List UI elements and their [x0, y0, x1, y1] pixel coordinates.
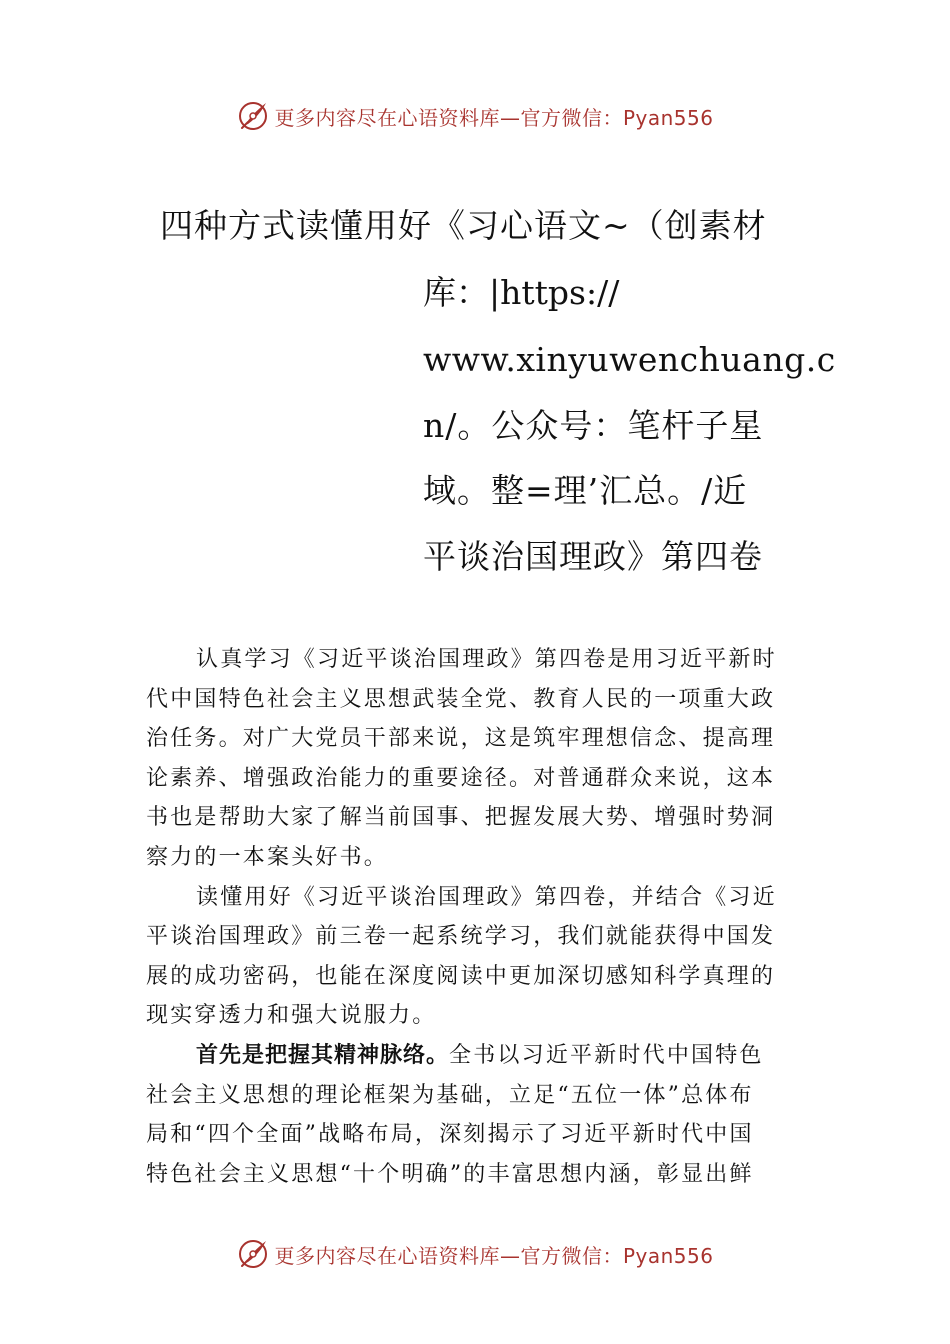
text-line: 局和“四个全面”战略布局，深刻揭示了习近平新时代中国 [146, 1122, 754, 1148]
title-line-2: 库：|https:// [423, 273, 620, 312]
quill-pen-logo-icon [236, 99, 270, 133]
text-line: 察力的一本案头好书。 [146, 844, 389, 870]
body-paragraph-1 [146, 640, 806, 878]
text-line: 特色社会主义思想“十个明确”的丰富思想内涵，彰显出鲜 [146, 1161, 754, 1187]
title-line-1: 四种方式读懂用好《习心语文~（创素材 [160, 206, 767, 245]
text-line: 论素养、增强政治能力的重要途径。对普通群众来说，这本 [146, 765, 776, 791]
text-line: 展的成功密码，也能在深度阅读中更加深切感知科学真理的 [146, 963, 776, 989]
text-line: 代中国特色社会主义思想武装全党、教育人民的一项重大政 [146, 686, 776, 712]
text-line: 社会主义思想的理论框架为基础，立足“五位一体”总体布 [146, 1082, 754, 1108]
text-line: 治任务。对广大党员干部来说，这是筑牢理想信念、提高理 [146, 726, 776, 752]
text-line: 读懂用好《习近平谈治国理政》第四卷，并结合《习近 [196, 884, 777, 910]
text-line: 认真学习《习近平谈治国理政》第四卷是用习近平新时 [196, 647, 777, 672]
paragraph-lead-heading: 首先是把握其精神脉络。 [196, 1043, 450, 1068]
text-line [146, 1036, 806, 1076]
text-line: 书也是帮助大家了解当前国事、把握发展大势、增强时势洞 [146, 805, 776, 831]
text-run: 全书以习近平新时代中国特色 [449, 1043, 764, 1068]
banner-text: 更多内容尽在心语资料库—官方微信：Pyan556 [274, 1243, 714, 1268]
text-line: 平谈治国理政》前三卷一起系统学习，我们就能获得中国发 [146, 924, 776, 950]
text-line: 现实穿透力和强大说服力。 [146, 1003, 437, 1029]
title-line-6: 平谈治国理政》第四卷 [423, 537, 763, 576]
header-banner [0, 96, 950, 136]
quill-pen-logo-icon [236, 1237, 270, 1271]
title-line-3: www.xinyuwenchuang.c [423, 340, 836, 379]
footer-banner [0, 1234, 950, 1274]
banner-text: 更多内容尽在心语资料库—官方微信：Pyan556 [274, 105, 714, 130]
title-line-5: 域。整=理’汇总。/近 [423, 471, 748, 510]
body-paragraph-2 [146, 878, 806, 1036]
body-paragraph-3 [146, 1036, 806, 1194]
title-line-4: n/。公众号：笔杆子星 [423, 406, 764, 445]
